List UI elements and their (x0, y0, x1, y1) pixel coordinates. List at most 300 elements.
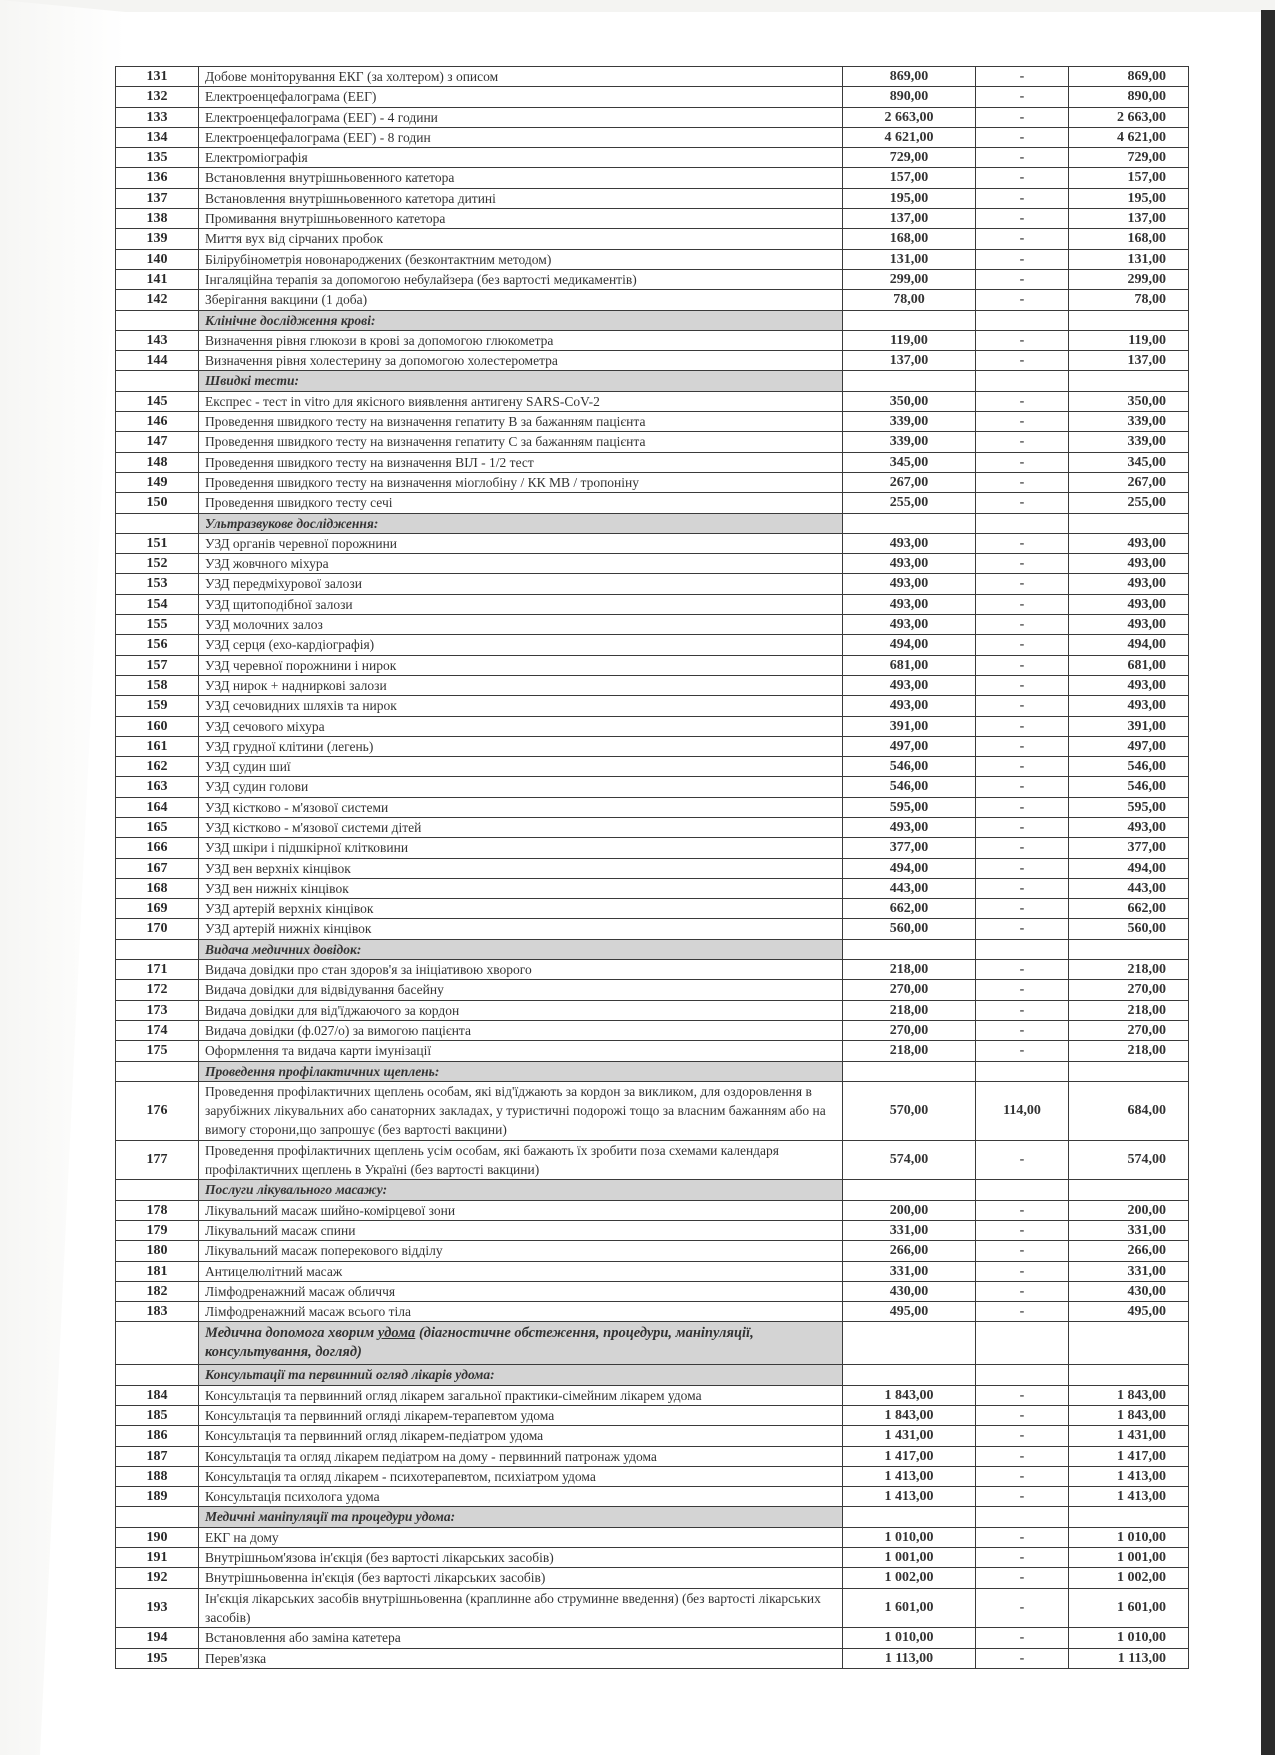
table-row (116, 1081, 1189, 1140)
table-row (116, 899, 1189, 919)
service-description: УЗД артерій верхніх кінцівок (199, 899, 843, 919)
table-row (116, 249, 1189, 269)
price-without-vat: 1 601,00 (843, 1588, 976, 1628)
price-with-vat: 1 843,00 (1069, 1406, 1189, 1426)
row-number: 184 (116, 1385, 199, 1405)
price-with-vat: 495,00 (1069, 1302, 1189, 1322)
table-row (116, 493, 1189, 513)
price-without-vat: 1 431,00 (843, 1426, 976, 1446)
vat-amount: - (976, 269, 1069, 289)
table-row (116, 1426, 1189, 1446)
empty-cell (843, 1061, 976, 1081)
row-number-empty (116, 1180, 199, 1200)
price-without-vat: 493,00 (843, 696, 976, 716)
vat-amount: - (976, 797, 1069, 817)
vat-amount: - (976, 1385, 1069, 1405)
price-without-vat: 168,00 (843, 229, 976, 249)
price-with-vat: 729,00 (1069, 148, 1189, 168)
service-description: Внутрішньовенна ін'єкція (без вартості лікарських засобів) (199, 1568, 843, 1588)
empty-cell (843, 1322, 976, 1365)
table-row (116, 1648, 1189, 1668)
price-with-vat: 218,00 (1069, 960, 1189, 980)
row-number-empty (116, 1365, 199, 1385)
empty-cell (843, 1180, 976, 1200)
table-row (116, 919, 1189, 939)
row-number-empty (116, 1061, 199, 1081)
service-description: Інгаляційна терапія за допомогою небулайзера (без вартості медикаментів) (199, 269, 843, 289)
vat-amount: - (976, 574, 1069, 594)
table-row (116, 330, 1189, 350)
empty-cell (843, 939, 976, 959)
price-without-vat: 200,00 (843, 1200, 976, 1220)
empty-cell (1069, 1365, 1189, 1385)
table-row (116, 817, 1189, 837)
vat-amount: - (976, 1140, 1069, 1180)
table-row (116, 655, 1189, 675)
empty-cell (1069, 513, 1189, 533)
row-number: 188 (116, 1466, 199, 1486)
service-description: УЗД нирок + надниркові залози (199, 675, 843, 695)
price-with-vat: 339,00 (1069, 412, 1189, 432)
vat-amount: - (976, 432, 1069, 452)
price-without-vat: 495,00 (843, 1302, 976, 1322)
price-with-vat: 266,00 (1069, 1241, 1189, 1261)
table-row (116, 696, 1189, 716)
row-number: 192 (116, 1568, 199, 1588)
section-title: Проведення профілактичних щеплень: (199, 1061, 843, 1081)
table-row (116, 1548, 1189, 1568)
price-list-page (115, 66, 1188, 1669)
service-description: Видача довідки про стан здоров'я за ініціативою хворого (199, 960, 843, 980)
table-row (116, 1446, 1189, 1466)
price-with-vat: 168,00 (1069, 229, 1189, 249)
price-with-vat: 377,00 (1069, 838, 1189, 858)
service-description: Консультація та первинний огляд лікарем-педіатром удома (199, 1426, 843, 1446)
price-without-vat: 1 843,00 (843, 1385, 976, 1405)
price-without-vat: 560,00 (843, 919, 976, 939)
table-row (116, 675, 1189, 695)
vat-amount: - (976, 412, 1069, 432)
table-row (116, 1041, 1189, 1061)
vat-amount: - (976, 696, 1069, 716)
service-description: Встановлення або заміна катетера (199, 1628, 843, 1648)
section-header-row (116, 1507, 1189, 1527)
service-description: Проведення швидкого тесту на визначення гепатиту С за бажанням пацієнта (199, 432, 843, 452)
service-description: УЗД сечовидних шляхів та нирок (199, 696, 843, 716)
vat-amount: - (976, 290, 1069, 310)
price-with-vat: 1 010,00 (1069, 1628, 1189, 1648)
price-with-vat: 299,00 (1069, 269, 1189, 289)
section-header-row (116, 1061, 1189, 1081)
service-description: Лімфодренажний масаж обличчя (199, 1281, 843, 1301)
price-without-vat: 266,00 (843, 1241, 976, 1261)
service-description: ЕКГ на дому (199, 1527, 843, 1547)
row-number-empty (116, 513, 199, 533)
table-row (116, 472, 1189, 492)
service-description: Електроенцефалограма (ЕЕГ) - 4 години (199, 107, 843, 127)
service-description: Перев'язка (199, 1648, 843, 1668)
service-description: Експрес - тест in vitro для якісного виявлення антигену SARS-CoV-2 (199, 391, 843, 411)
vat-amount: - (976, 777, 1069, 797)
table-row (116, 1200, 1189, 1220)
row-number: 153 (116, 574, 199, 594)
service-description: Видача довідки для відвідування басейну (199, 980, 843, 1000)
row-number: 187 (116, 1446, 199, 1466)
table-row (116, 209, 1189, 229)
service-description: Консультація та первинний огляді лікарем-терапевтом удома (199, 1406, 843, 1426)
price-with-vat: 119,00 (1069, 330, 1189, 350)
price-without-vat: 494,00 (843, 858, 976, 878)
price-without-vat: 681,00 (843, 655, 976, 675)
table-row (116, 1527, 1189, 1547)
vat-amount: - (976, 1241, 1069, 1261)
row-number: 161 (116, 736, 199, 756)
empty-cell (843, 1507, 976, 1527)
empty-cell (976, 939, 1069, 959)
empty-cell (1069, 1061, 1189, 1081)
row-number: 167 (116, 858, 199, 878)
table-row (116, 716, 1189, 736)
table-row (116, 797, 1189, 817)
service-description: УЗД шкіри і підшкірної клітковини (199, 838, 843, 858)
table-row (116, 148, 1189, 168)
table-row (116, 858, 1189, 878)
price-without-vat: 391,00 (843, 716, 976, 736)
service-description: Антицелюлітний масаж (199, 1261, 843, 1281)
price-with-vat: 1 601,00 (1069, 1588, 1189, 1628)
table-row (116, 412, 1189, 432)
table-row (116, 452, 1189, 472)
vat-amount: - (976, 67, 1069, 87)
empty-cell (976, 1365, 1069, 1385)
table-row (116, 290, 1189, 310)
service-description: Електроенцефалограма (ЕЕГ) - 8 годин (199, 127, 843, 147)
row-number-empty (116, 939, 199, 959)
vat-amount: - (976, 1020, 1069, 1040)
empty-cell (976, 310, 1069, 330)
vat-amount: - (976, 330, 1069, 350)
price-without-vat: 78,00 (843, 290, 976, 310)
price-without-vat: 574,00 (843, 1140, 976, 1180)
service-description: Лікувальний масаж спини (199, 1220, 843, 1240)
vat-amount: - (976, 1000, 1069, 1020)
price-with-vat: 681,00 (1069, 655, 1189, 675)
section-title: Послуги лікувального масажу: (199, 1180, 843, 1200)
price-with-vat: 493,00 (1069, 554, 1189, 574)
row-number-empty (116, 1507, 199, 1527)
price-with-vat: 331,00 (1069, 1220, 1189, 1240)
row-number: 137 (116, 188, 199, 208)
price-without-vat: 1 002,00 (843, 1568, 976, 1588)
section-header-row (116, 310, 1189, 330)
service-description: Консультація та первинний огляд лікарем загальної практики-сімейним лікарем удома (199, 1385, 843, 1405)
table-row (116, 127, 1189, 147)
price-with-vat: 345,00 (1069, 452, 1189, 472)
row-number: 136 (116, 168, 199, 188)
price-with-vat: 267,00 (1069, 472, 1189, 492)
empty-cell (976, 1061, 1069, 1081)
price-with-vat: 157,00 (1069, 168, 1189, 188)
service-description: Консультація психолога удома (199, 1487, 843, 1507)
table-row (116, 1241, 1189, 1261)
vat-amount: - (976, 1588, 1069, 1628)
price-with-vat: 1 843,00 (1069, 1385, 1189, 1405)
major-section-title-part: Медична допомога хворим (205, 1325, 378, 1342)
price-without-vat: 267,00 (843, 472, 976, 492)
service-description: Визначення рівня глюкози в крові за допомогою глюкометра (199, 330, 843, 350)
vat-amount: - (976, 127, 1069, 147)
service-description: УЗД передміхурової залози (199, 574, 843, 594)
price-without-vat: 137,00 (843, 351, 976, 371)
table-row (116, 351, 1189, 371)
table-row (116, 1568, 1189, 1588)
price-without-vat: 339,00 (843, 432, 976, 452)
row-number: 147 (116, 432, 199, 452)
row-number-empty (116, 371, 199, 391)
row-number: 162 (116, 757, 199, 777)
vat-amount: - (976, 1446, 1069, 1466)
table-row (116, 777, 1189, 797)
service-description: Визначення рівня холестерину за допомогою холестерометра (199, 351, 843, 371)
price-with-vat: 595,00 (1069, 797, 1189, 817)
row-number: 148 (116, 452, 199, 472)
vat-amount: - (976, 1548, 1069, 1568)
price-without-vat: 546,00 (843, 757, 976, 777)
empty-cell (843, 1365, 976, 1385)
section-title: Медичні маніпуляції та процедури удома: (199, 1507, 843, 1527)
vat-amount: - (976, 655, 1069, 675)
price-with-vat: 560,00 (1069, 919, 1189, 939)
service-description: УЗД судин шиї (199, 757, 843, 777)
table-row (116, 1281, 1189, 1301)
row-number: 182 (116, 1281, 199, 1301)
price-without-vat: 299,00 (843, 269, 976, 289)
price-without-vat: 331,00 (843, 1261, 976, 1281)
price-without-vat: 546,00 (843, 777, 976, 797)
service-description: Видача довідки для від'їджаючого за кордон (199, 1000, 843, 1020)
price-without-vat: 493,00 (843, 554, 976, 574)
service-description: Видача довідки (ф.027/о) за вимогою пацієнта (199, 1020, 843, 1040)
vat-amount: - (976, 493, 1069, 513)
section-title: Консультації та первинний огляд лікарів удома: (199, 1365, 843, 1385)
price-with-vat: 270,00 (1069, 980, 1189, 1000)
price-with-vat: 890,00 (1069, 87, 1189, 107)
vat-amount: - (976, 615, 1069, 635)
service-description: Лікувальний масаж поперекового відділу (199, 1241, 843, 1261)
row-number-empty (116, 310, 199, 330)
price-with-vat: 391,00 (1069, 716, 1189, 736)
row-number: 165 (116, 817, 199, 837)
price-with-vat: 546,00 (1069, 777, 1189, 797)
empty-cell (976, 371, 1069, 391)
row-number: 194 (116, 1628, 199, 1648)
price-without-vat: 497,00 (843, 736, 976, 756)
price-with-vat: 137,00 (1069, 209, 1189, 229)
row-number: 172 (116, 980, 199, 1000)
table-row (116, 1261, 1189, 1281)
price-with-vat: 1 413,00 (1069, 1466, 1189, 1486)
service-description: Консультація та огляд лікарем - психотерапевтом, психіатром удома (199, 1466, 843, 1486)
vat-amount: - (976, 472, 1069, 492)
service-description: УЗД органів черевної порожнини (199, 533, 843, 553)
price-without-vat: 2 663,00 (843, 107, 976, 127)
table-row (116, 432, 1189, 452)
price-without-vat: 157,00 (843, 168, 976, 188)
price-without-vat: 1 010,00 (843, 1628, 976, 1648)
row-number: 139 (116, 229, 199, 249)
price-with-vat: 1 413,00 (1069, 1487, 1189, 1507)
price-without-vat: 890,00 (843, 87, 976, 107)
empty-cell (1069, 939, 1189, 959)
row-number: 160 (116, 716, 199, 736)
row-number: 134 (116, 127, 199, 147)
empty-cell (843, 371, 976, 391)
vat-amount: - (976, 635, 1069, 655)
row-number: 190 (116, 1527, 199, 1547)
vat-amount: - (976, 168, 1069, 188)
price-table-body (116, 67, 1189, 1669)
price-without-vat: 345,00 (843, 452, 976, 472)
price-without-vat: 119,00 (843, 330, 976, 350)
vat-amount: - (976, 1302, 1069, 1322)
row-number: 180 (116, 1241, 199, 1261)
price-with-vat: 574,00 (1069, 1140, 1189, 1180)
vat-amount: - (976, 554, 1069, 574)
vat-amount: - (976, 533, 1069, 553)
row-number: 150 (116, 493, 199, 513)
row-number: 185 (116, 1406, 199, 1426)
empty-cell (1069, 1507, 1189, 1527)
price-without-vat: 331,00 (843, 1220, 976, 1240)
table-row (116, 554, 1189, 574)
vat-amount: - (976, 229, 1069, 249)
row-number: 151 (116, 533, 199, 553)
price-with-vat: 443,00 (1069, 878, 1189, 898)
row-number: 138 (116, 209, 199, 229)
price-with-vat: 195,00 (1069, 188, 1189, 208)
price-without-vat: 1 413,00 (843, 1466, 976, 1486)
scan-right-edge (1261, 10, 1275, 1755)
price-table (115, 66, 1189, 1669)
price-with-vat: 350,00 (1069, 391, 1189, 411)
price-without-vat: 869,00 (843, 67, 976, 87)
vat-amount: - (976, 1200, 1069, 1220)
section-title: Клінічне дослідження крові: (199, 310, 843, 330)
price-without-vat: 218,00 (843, 960, 976, 980)
service-description: Проведення профілактичних щеплень особам, які від'їджають за кордон за викликом, для оздоровлення в зарубіжних лікувальних або санаторних закладах, у туристичні подорожі тощо за власним бажанням або на вимогу сторони,що запрошує (без вартості вакцини) (199, 1081, 843, 1140)
table-row (116, 594, 1189, 614)
price-with-vat: 4 621,00 (1069, 127, 1189, 147)
row-number: 145 (116, 391, 199, 411)
price-with-vat: 493,00 (1069, 817, 1189, 837)
table-row (116, 1487, 1189, 1507)
section-header-row (116, 371, 1189, 391)
row-number: 156 (116, 635, 199, 655)
empty-cell (976, 513, 1069, 533)
service-description: Білірубінометрія новонароджених (безконтактним методом) (199, 249, 843, 269)
price-with-vat: 493,00 (1069, 696, 1189, 716)
service-description: УЗД артерій нижніх кінцівок (199, 919, 843, 939)
table-row (116, 188, 1189, 208)
price-without-vat: 493,00 (843, 817, 976, 837)
section-header-row (116, 1180, 1189, 1200)
table-row (116, 533, 1189, 553)
price-with-vat: 546,00 (1069, 757, 1189, 777)
service-description: Внутрішньом'язова ін'єкція (без вартості лікарських засобів) (199, 1548, 843, 1568)
price-without-vat: 377,00 (843, 838, 976, 858)
row-number: 152 (116, 554, 199, 574)
empty-cell (843, 513, 976, 533)
service-description: УЗД судин голови (199, 777, 843, 797)
row-number: 166 (116, 838, 199, 858)
vat-amount: - (976, 148, 1069, 168)
price-without-vat: 493,00 (843, 594, 976, 614)
vat-amount: - (976, 1426, 1069, 1446)
price-without-vat: 595,00 (843, 797, 976, 817)
section-header-row (116, 1365, 1189, 1385)
price-with-vat: 1 113,00 (1069, 1648, 1189, 1668)
price-with-vat: 218,00 (1069, 1041, 1189, 1061)
price-without-vat: 662,00 (843, 899, 976, 919)
price-without-vat: 137,00 (843, 209, 976, 229)
empty-cell (976, 1507, 1069, 1527)
vat-amount: 114,00 (976, 1081, 1069, 1140)
row-number: 168 (116, 878, 199, 898)
price-without-vat: 218,00 (843, 1000, 976, 1020)
service-description: УЗД вен верхніх кінцівок (199, 858, 843, 878)
service-description: УЗД молочних залоз (199, 615, 843, 635)
price-without-vat: 443,00 (843, 878, 976, 898)
vat-amount: - (976, 1527, 1069, 1547)
service-description: УЗД кістково - м'язової системи дітей (199, 817, 843, 837)
row-number: 133 (116, 107, 199, 127)
service-description: Лікувальний масаж шийно-комірцевої зони (199, 1200, 843, 1220)
service-description: Електроміографія (199, 148, 843, 168)
row-number: 176 (116, 1081, 199, 1140)
row-number: 144 (116, 351, 199, 371)
major-section-header-row (116, 1322, 1189, 1365)
vat-amount: - (976, 736, 1069, 756)
row-number: 146 (116, 412, 199, 432)
row-number: 164 (116, 797, 199, 817)
table-row (116, 1588, 1189, 1628)
price-without-vat: 1 413,00 (843, 1487, 976, 1507)
price-with-vat: 218,00 (1069, 1000, 1189, 1020)
price-with-vat: 494,00 (1069, 635, 1189, 655)
section-title: Видача медичних довідок: (199, 939, 843, 959)
service-description: Електроенцефалограма (ЕЕГ) (199, 87, 843, 107)
price-with-vat: 430,00 (1069, 1281, 1189, 1301)
table-row (116, 635, 1189, 655)
row-number: 191 (116, 1548, 199, 1568)
row-number-empty (116, 1322, 199, 1365)
vat-amount: - (976, 1628, 1069, 1648)
empty-cell (976, 1180, 1069, 1200)
price-without-vat: 350,00 (843, 391, 976, 411)
vat-amount: - (976, 188, 1069, 208)
price-with-vat: 1 002,00 (1069, 1568, 1189, 1588)
vat-amount: - (976, 899, 1069, 919)
table-row (116, 878, 1189, 898)
row-number: 195 (116, 1648, 199, 1668)
empty-cell (1069, 310, 1189, 330)
vat-amount: - (976, 838, 1069, 858)
price-with-vat: 331,00 (1069, 1261, 1189, 1281)
row-number: 157 (116, 655, 199, 675)
price-without-vat: 270,00 (843, 1020, 976, 1040)
vat-amount: - (976, 817, 1069, 837)
table-row (116, 1020, 1189, 1040)
